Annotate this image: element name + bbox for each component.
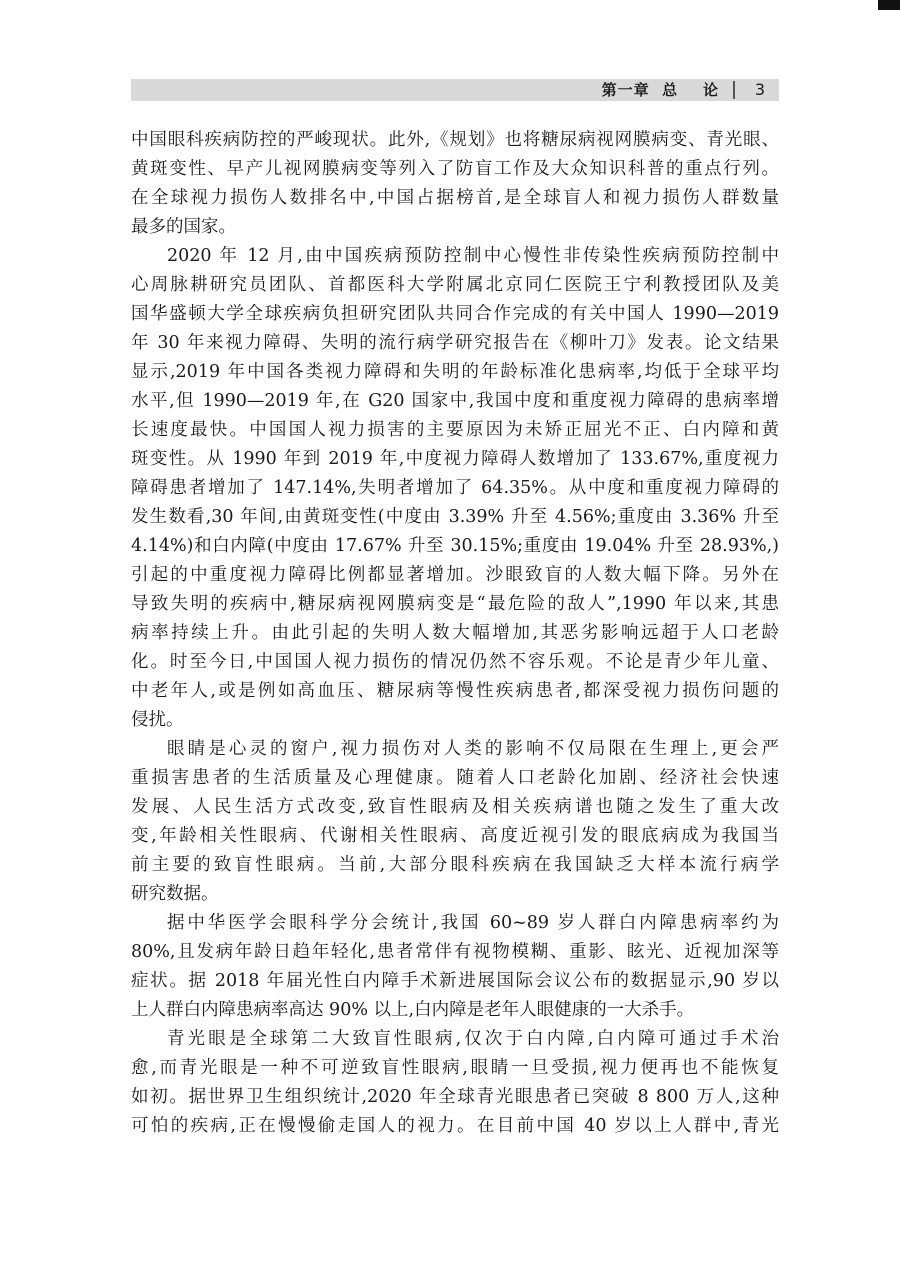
text-line: 据中华医学会眼科学分会统计,我国 60~89 岁人群白内障患病率约为 [167, 913, 779, 933]
text-line: 心周脉耕研究员团队、首都医科大学附属北京同仁医院王宁利教授团队及美 [131, 275, 779, 295]
text-line: 中老年人,或是例如高血压、糖尿病等慢性疾病患者,都深受视力损伤问题的 [131, 681, 779, 701]
text-line: 如初。据世界卫生组织统计,2020 年全球青光眼患者已突破 8 800 万人,这种 [131, 1087, 779, 1107]
text-line: 青光眼是全球第二大致盲性眼病,仅次于白内障,白内障可通过手术治 [167, 1029, 779, 1049]
text-line: 上人群白内障患病率高达 90% 以上,白内障是老年人眼健康的一大杀手。 [131, 1000, 695, 1020]
text-line: 发展、人民生活方式改变,致盲性眼病及相关疾病谱也随之发生了重大改 [131, 797, 779, 817]
text-line: 导致失明的疾病中,糖尿病视网膜病变是“最危险的敌人”,1990 年以来,其患 [131, 594, 779, 614]
body-text [131, 126, 779, 1141]
page-number: 3 [754, 80, 765, 99]
text-line: 可怕的疾病,正在慢慢偷走国人的视力。在目前中国 40 岁以上人群中,青光 [131, 1116, 779, 1136]
text-line: 变,年龄相关性眼病、代谢相关性眼病、高度近视引发的眼底病成为我国当 [131, 826, 779, 846]
text-line: 眼睛是心灵的窗户,视力损伤对人类的影响不仅局限在生理上,更会严 [167, 739, 779, 759]
running-header [131, 79, 779, 101]
text-line: 引起的中重度视力障碍比例都显著增加。沙眼致盲的人数大幅下降。另外在 [131, 565, 779, 585]
text-line: 发生数看,30 年间,由黄斑变性(中度由 3.39% 升至 4.56%;重度由 3.36% 升至 [131, 507, 779, 527]
text-line: 长速度最快。中国国人视力损害的主要原因为未矫正屈光不正、白内障和黄 [131, 420, 779, 440]
text-line: 黄斑变性、早产儿视网膜病变等列入了防盲工作及大众知识科普的重点行列。 [131, 159, 779, 179]
text-line: 重损害患者的生活质量及心理健康。随着人口老龄化加剧、经济社会快速 [131, 768, 779, 788]
text-line: 病率持续上升。由此引起的失明人数大幅增加,其恶劣影响远超于人口老龄 [131, 623, 779, 643]
header-divider [733, 81, 735, 99]
text-line: 中国眼科疾病防控的严峻现状。此外,《规划》也将糖尿病视网膜病变、青光眼、 [131, 130, 779, 150]
text-line: 症状。据 2018 年届光性白内障手术新进展国际会议公布的数据显示,90 岁以 [131, 971, 779, 991]
text-line: 2020 年 12 月,由中国疾病预防控制中心慢性非传染性疾病预防控制中 [167, 246, 779, 266]
text-line: 在全球视力损伤人数排名中,中国占据榜首,是全球盲人和视力损伤人群数量 [131, 188, 779, 208]
text-line: 斑变性。从 1990 年到 2019 年,中度视力障碍人数增加了 133.67%,重度视力 [131, 449, 779, 469]
text-line: 障碍患者增加了 147.14%,失明者增加了 64.35%。从中度和重度视力障碍的 [131, 478, 779, 498]
text-line: 最多的国家。 [131, 217, 236, 237]
text-line: 4.14%)和白内障(中度由 17.67% 升至 30.15%;重度由 19.04% 升至 28.93%,) [131, 536, 779, 556]
text-line: 化。时至今日,中国国人视力损伤的情况仍然不容乐观。不论是青少年儿童、 [131, 652, 779, 672]
text-line: 显示,2019 年中国各类视力障碍和失明的年龄标准化患病率,均低于全球平均 [131, 362, 779, 382]
text-line: 水平,但 1990—2019 年,在 G20 国家中,我国中度和重度视力障碍的患病率增 [131, 391, 779, 411]
text-line: 侵扰。 [131, 710, 184, 730]
text-line: 年 30 年来视力障碍、失明的流行病学研究报告在《柳叶刀》发表。论文结果 [131, 333, 779, 353]
text-line: 国华盛顿大学全球疾病负担研究团队共同合作完成的有关中国人 1990—2019 [131, 304, 779, 324]
text-line: 前主要的致盲性眼病。当前,大部分眼科疾病在我国缺乏大样本流行病学 [131, 855, 779, 875]
text-line: 研究数据。 [131, 884, 219, 904]
text-line: 愈,而青光眼是一种不可逆致盲性眼病,眼睛一旦受损,视力便再也不能恢复 [131, 1058, 779, 1078]
text-line: 80%,且发病年龄日趋年轻化,患者常伴有视物模糊、重影、眩光、近视加深等 [131, 942, 779, 962]
chapter-title: 第一章 总 论 [601, 81, 719, 99]
corner-crop-mark [878, 0, 900, 10]
